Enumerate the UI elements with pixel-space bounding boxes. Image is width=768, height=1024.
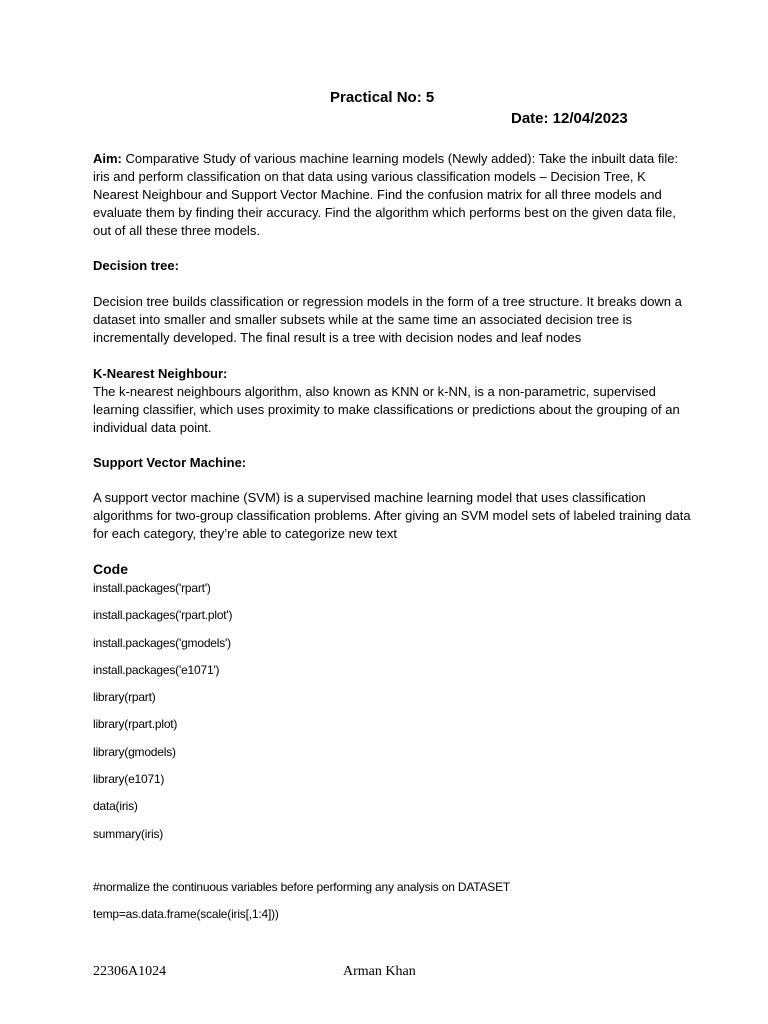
code-line: library(e1071) (93, 772, 165, 787)
code-line: install.packages('gmodels') (93, 635, 231, 650)
knn-heading: K-Nearest Neighbour: (93, 366, 228, 381)
decision-tree-paragraph: Decision tree builds classification or regression models in the form of a tree structure. It breaks down a dataset into smaller and smaller subsets while at the same time an associated decision tree is incrementally developed. The final result is a tree with decision nodes and leaf nodes (93, 294, 682, 345)
code-line: install.packages('rpart.plot') (93, 608, 233, 623)
footer-student-id: 22306A1024 (93, 964, 167, 979)
code-comment: #normalize the continuous variables before performing any analysis on DATASET (93, 880, 511, 894)
svm-heading: Support Vector Machine: (93, 455, 247, 470)
code-line: summary(iris) (93, 826, 164, 841)
svm-paragraph: A support vector machine (SVM) is a supervised machine learning model that uses classification algorithms for two-group classification problems. After giving an SVM model sets of labeled training data for each category, they’re able to categorize new text (93, 490, 691, 541)
aim-label: Aim: (93, 151, 122, 166)
code-line: library(rpart) (93, 690, 156, 705)
knn-paragraph: The k-nearest neighbours algorithm, also known as KNN or k-NN, is a non-parametric, supervised learning classifier, which uses proximity to make classifications or predictions about the grouping of an individual data point. (93, 384, 680, 435)
code-line: data(iris) (93, 799, 138, 814)
code-line: library(gmodels) (93, 744, 176, 759)
aim-text: Comparative Study of various machine learning models (Newly added): Take the inbuilt data file: iris and perform classification on that data using various classification models – Decision Tree, K Nearest Neighbour and Support Vector Machine. Find the confusion matrix for all three models and evaluate them by finding their accuracy. Find the algorithm which performs best on the given data file, out of all these three models. (93, 151, 679, 238)
code-line: install.packages('rpart') (93, 581, 211, 595)
code-line: library(rpart.plot) (93, 717, 178, 732)
decision-tree-heading: Decision tree: (93, 258, 179, 273)
practical-date: Date: 12/04/2023 (511, 110, 628, 127)
practical-title: Practical No: 5 (330, 89, 435, 106)
aim-paragraph (93, 150, 693, 240)
code-heading: Code (93, 561, 128, 577)
code-line: install.packages('e1071') (93, 662, 220, 677)
code-temp-line: temp=as.data.frame(scale(iris[,1:4])) (93, 907, 279, 921)
footer-student-name: Arman Khan (343, 964, 416, 979)
code-lines (93, 579, 232, 852)
knn-section (93, 365, 693, 437)
